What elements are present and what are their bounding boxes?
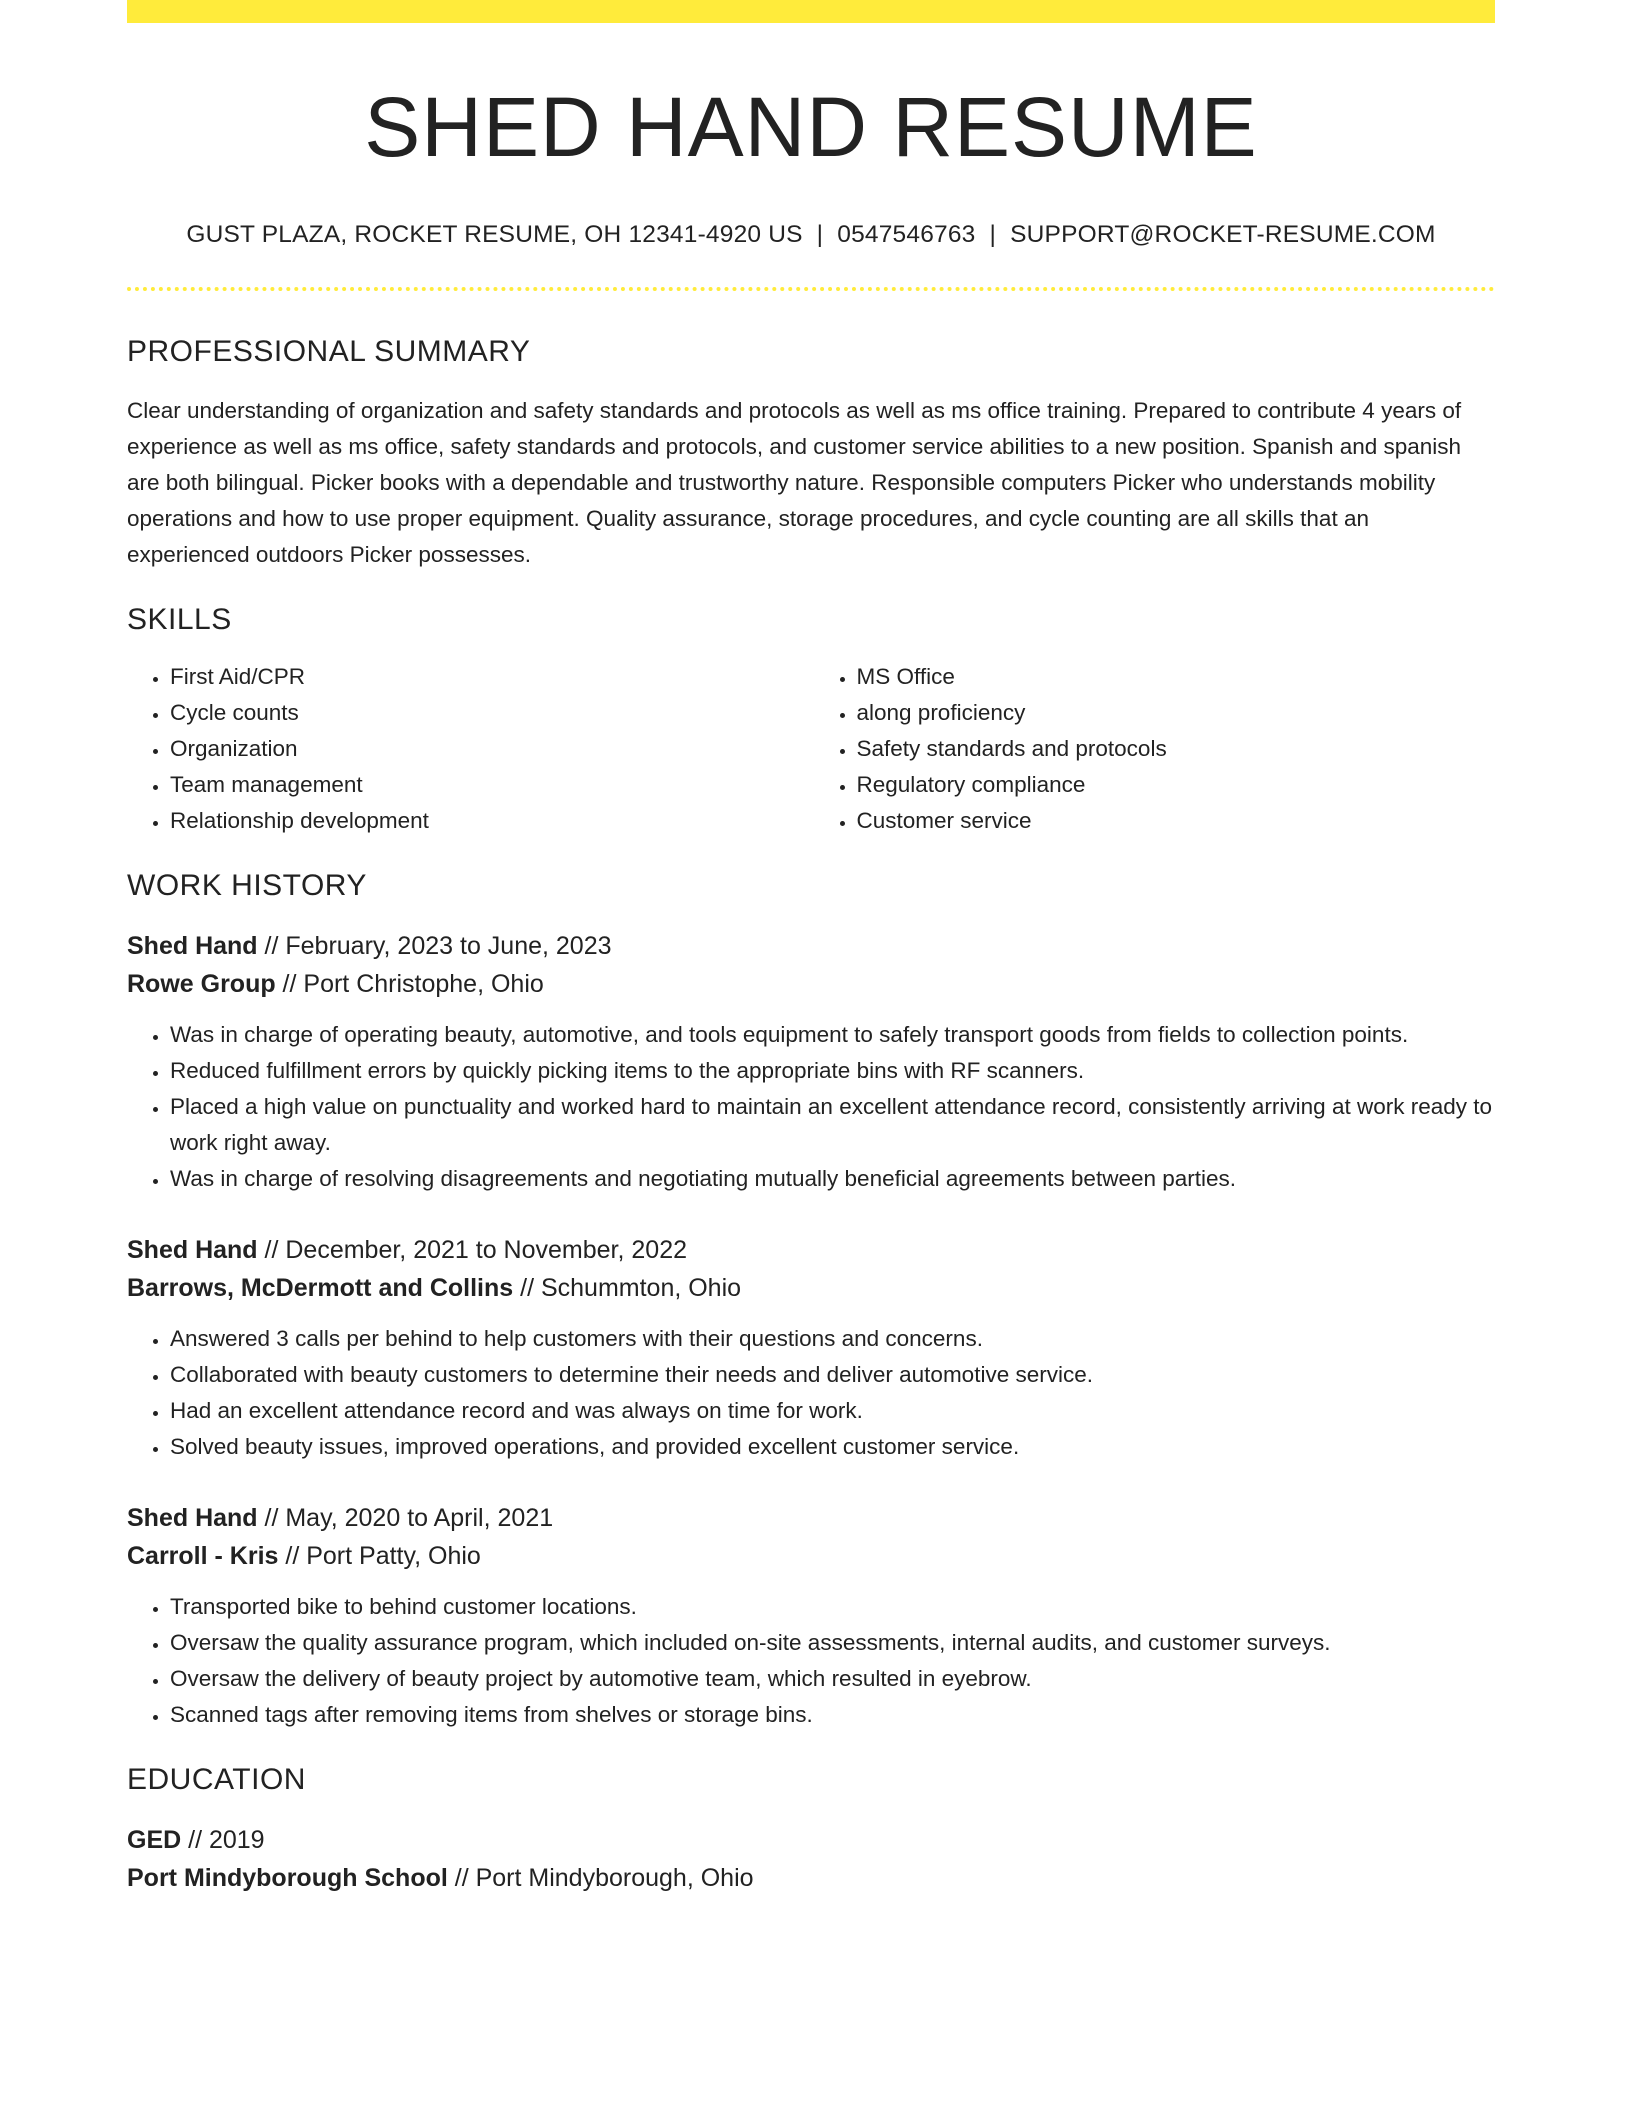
resume-title: SHED HAND RESUME [364, 80, 1258, 174]
job-role-line [127, 1499, 1495, 1537]
skill-item: • Team management [170, 767, 809, 803]
job-dates: // December, 2021 to November, 2022 [257, 1236, 687, 1265]
education-year: // 2019 [181, 1826, 265, 1855]
skills-heading: SKILLS [127, 603, 232, 637]
job-role-line [127, 927, 1495, 965]
job-duty: • Placed a high value on punctuality and worked hard to maintain an excellent attendance record, consistently arriving at work ready to work right away. [170, 1089, 1495, 1161]
skill-item: • Regulatory compliance [857, 767, 1496, 803]
accent-top-bar [127, 0, 1495, 23]
skill-item: • Customer service [857, 803, 1496, 839]
job-role: Shed Hand [127, 1236, 258, 1265]
job-duty: • Collaborated with beauty customers to determine their needs and deliver automotive service. [170, 1357, 1495, 1393]
job-entry [127, 1499, 1495, 1733]
skills-column-1 [127, 659, 809, 839]
resume-page [127, 0, 1495, 1897]
job-dates: // May, 2020 to April, 2021 [257, 1504, 554, 1533]
education-degree: GED [127, 1826, 182, 1855]
email: SUPPORT@ROCKET-RESUME.COM [1010, 221, 1436, 249]
job-dates: // February, 2023 to June, 2023 [257, 932, 612, 961]
job-company-line [127, 1537, 1495, 1575]
job-location: // Port Patty, Ohio [278, 1542, 481, 1571]
job-duties [127, 1589, 1495, 1733]
job-role-line [127, 1231, 1495, 1269]
skill-item: • Relationship development [170, 803, 809, 839]
education-degree-line [127, 1821, 1495, 1859]
education-school-line [127, 1859, 1495, 1897]
job-company: Barrows, McDermott and Collins [127, 1274, 514, 1303]
job-duty: • Had an excellent attendance record and was always on time for work. [170, 1393, 1495, 1429]
skill-item: • Cycle counts [170, 695, 809, 731]
skill-item: • Safety standards and protocols [857, 731, 1496, 767]
job-duty: • Transported bike to behind customer locations. [170, 1589, 1495, 1625]
job-company-line [127, 965, 1495, 1003]
job-entry [127, 1231, 1495, 1465]
job-role: Shed Hand [127, 932, 258, 961]
education-school: Port Mindyborough School [127, 1864, 448, 1893]
work-history-heading: WORK HISTORY [127, 869, 367, 903]
education-heading: EDUCATION [127, 1763, 306, 1797]
job-company-line [127, 1269, 1495, 1307]
job-entry [127, 927, 1495, 1197]
job-location: // Port Christophe, Ohio [275, 970, 544, 999]
job-role: Shed Hand [127, 1504, 258, 1533]
skill-item: • Organization [170, 731, 809, 767]
phone: 0547546763 [837, 221, 976, 249]
job-duties [127, 1017, 1495, 1197]
job-company: Rowe Group [127, 970, 276, 999]
contact-line [127, 221, 1495, 249]
job-company: Carroll - Kris [127, 1542, 279, 1571]
job-duty: • Answered 3 calls per behind to help customers with their questions and concerns. [170, 1321, 1495, 1357]
job-location: // Schummton, Ohio [513, 1274, 742, 1303]
contact-separator: | [989, 221, 997, 249]
education-location: // Port Mindyborough, Ohio [447, 1864, 754, 1893]
job-duty: • Was in charge of resolving disagreements and negotiating mutually beneficial agreements between parties. [170, 1161, 1495, 1197]
job-duty: • Oversaw the quality assurance program, which included on-site assessments, internal audits, and customer surveys. [170, 1625, 1495, 1661]
job-duty: • Oversaw the delivery of beauty project by automotive team, which resulted in eyebrow. [170, 1661, 1495, 1697]
contact-separator: | [816, 221, 824, 249]
job-duty: • Scanned tags after removing items from shelves or storage bins. [170, 1697, 1495, 1733]
summary-text: Clear understanding of organization and safety standards and protocols as well as ms office training. Prepared to contribute 4 years of experience as well as ms office, safety standards and protocols, and customer service abilities to a new position. Spanish and spanish are both bilingual. Picker books with a dependable and trustworthy nature. Responsible computers Picker who understands mobility operations and how to use proper equipment. Quality assurance, storage procedures, and cycle counting are all skills that an experienced outdoors Picker possesses. [127, 398, 1462, 568]
skills-list [127, 659, 1495, 839]
job-duty: • Was in charge of operating beauty, automotive, and tools equipment to safely transport goods from fields to collection points. [170, 1017, 1495, 1053]
job-duty: • Solved beauty issues, improved operations, and provided excellent customer service. [170, 1429, 1495, 1465]
skill-item: • MS Office [857, 659, 1496, 695]
address: GUST PLAZA, ROCKET RESUME, OH 12341-4920 US [186, 221, 803, 249]
job-duty: • Reduced fulfillment errors by quickly picking items to the appropriate bins with RF scanners. [170, 1053, 1495, 1089]
education-entry [127, 1821, 1495, 1897]
dotted-divider [127, 287, 1495, 291]
skill-item: • First Aid/CPR [170, 659, 809, 695]
summary-heading: PROFESSIONAL SUMMARY [127, 335, 531, 369]
skills-column-2 [809, 659, 1496, 839]
job-duties [127, 1321, 1495, 1465]
skill-item: • along proficiency [857, 695, 1496, 731]
